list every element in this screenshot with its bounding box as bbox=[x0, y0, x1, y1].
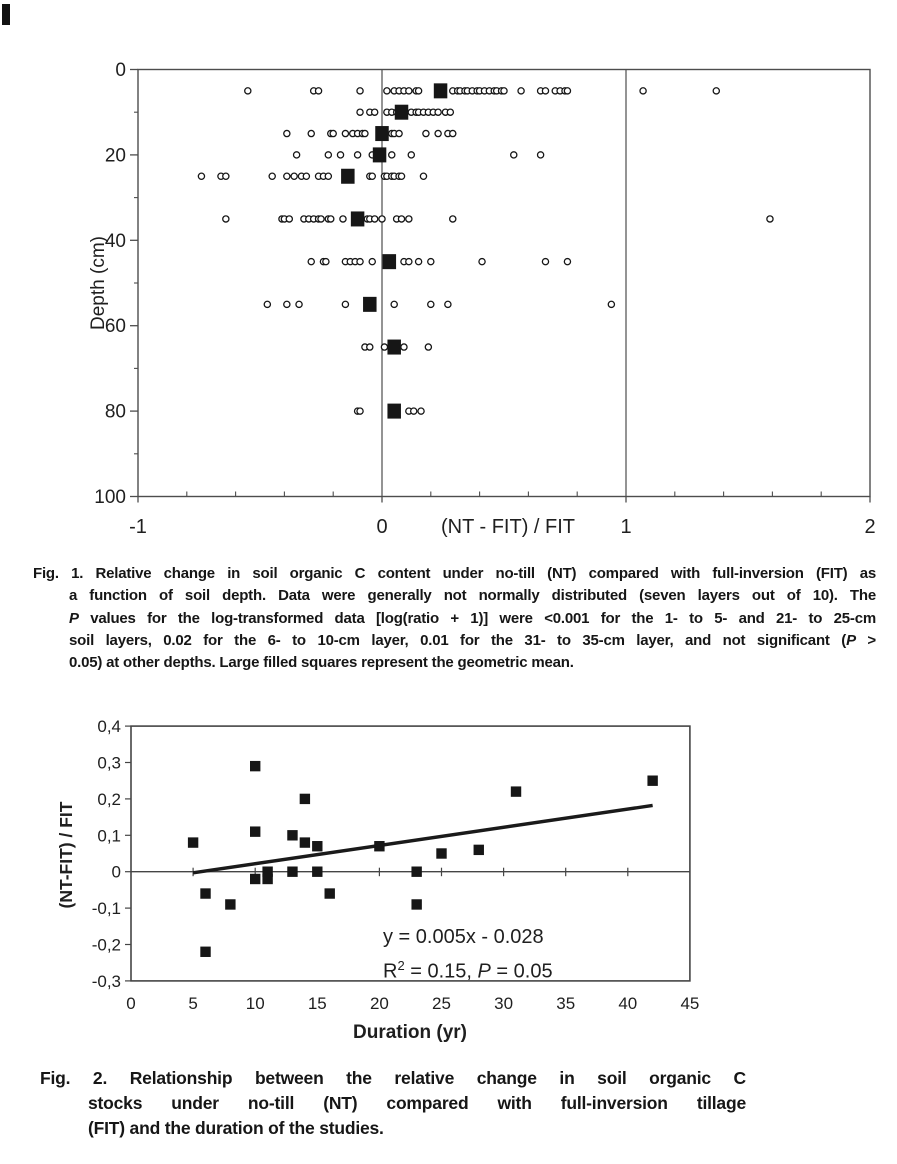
fig2-data-point-square bbox=[250, 874, 260, 884]
fig1-observation-circle bbox=[198, 173, 204, 179]
fig2-data-point-square bbox=[374, 841, 384, 851]
fig1-observation-circle bbox=[340, 216, 346, 222]
fig1-observation-circle bbox=[501, 88, 507, 94]
fig2-y-tick-label: 0,1 bbox=[97, 826, 121, 846]
fig2-y-tick-label: -0,3 bbox=[91, 971, 121, 991]
fig2-data-point-square bbox=[411, 899, 421, 909]
fig1-observation-circle bbox=[450, 130, 456, 136]
fig1-y-tick-label: 20 bbox=[104, 145, 126, 167]
fig1-observation-circle bbox=[308, 259, 314, 265]
fig1-plot-frame bbox=[138, 70, 870, 497]
fig1-observation-circle bbox=[542, 259, 548, 265]
fig2-data-point-square bbox=[262, 874, 272, 884]
fig1-observation-circle bbox=[315, 88, 321, 94]
fig2-data-point-square bbox=[300, 837, 310, 847]
caption-segment: = 0.15, bbox=[404, 960, 478, 983]
fig1-observation-circle bbox=[325, 173, 331, 179]
fig2-x-tick-label: 40 bbox=[618, 994, 638, 1013]
fig2-data-point-square bbox=[312, 841, 322, 851]
fig1-observation-circle bbox=[367, 344, 373, 350]
fig1-geometric-mean-square bbox=[434, 83, 448, 98]
fig1-observation-circle bbox=[308, 130, 314, 136]
fig1-y-axis-title: Depth (cm) bbox=[88, 236, 109, 330]
fig1-observation-circle bbox=[767, 216, 773, 222]
fig1-observation-circle bbox=[379, 216, 385, 222]
fig2-x-tick-label: 30 bbox=[494, 994, 514, 1013]
fig1-observation-circle bbox=[398, 216, 404, 222]
caption-line bbox=[88, 1116, 746, 1141]
fig1-geometric-mean-square bbox=[363, 297, 377, 312]
fig1-x-tick-label: 0 bbox=[376, 516, 388, 538]
fig2-data-point-square bbox=[300, 794, 310, 804]
fig2-trend-line bbox=[193, 805, 653, 872]
fig1-observation-circle bbox=[342, 301, 348, 307]
caption-segment: 0.05) at other depths. Large filled squares represent the geometric mean. bbox=[69, 654, 574, 672]
caption-line bbox=[383, 923, 633, 952]
caption-segment: (FIT) and the duration of the studies. bbox=[88, 1118, 384, 1138]
fig2-data-point-square bbox=[474, 845, 484, 855]
fig1-observation-circle bbox=[296, 301, 302, 307]
fig1-observation-circle bbox=[372, 216, 378, 222]
fig1-observation-circle bbox=[337, 152, 343, 158]
fig1-observation-circle bbox=[318, 216, 324, 222]
caption-line bbox=[383, 952, 633, 986]
fig1-observation-circle bbox=[542, 88, 548, 94]
fig2-data-point-square bbox=[200, 947, 210, 957]
fig1-geometric-mean-square bbox=[387, 340, 401, 355]
fig1-observation-circle bbox=[330, 130, 336, 136]
fig1-observation-circle bbox=[223, 216, 229, 222]
fig2-data-point-square bbox=[287, 830, 297, 840]
fig1-observation-circle bbox=[406, 259, 412, 265]
fig1-observation-circle bbox=[284, 301, 290, 307]
fig2-x-tick-label: 45 bbox=[680, 994, 700, 1013]
fig2-regression-annotation bbox=[383, 923, 633, 986]
fig1-x-axis-title: (NT - FIT) / FIT bbox=[440, 516, 576, 538]
fig1-geometric-mean-square bbox=[373, 147, 387, 162]
fig1-observation-circle bbox=[384, 88, 390, 94]
fig1-observation-circle bbox=[511, 152, 517, 158]
fig1-observation-circle bbox=[284, 173, 290, 179]
fig2-x-tick-label: 10 bbox=[245, 994, 265, 1013]
fig2-x-tick-label: 25 bbox=[432, 994, 451, 1013]
fig2-chart bbox=[0, 715, 897, 1060]
fig2-y-tick-label: 0 bbox=[111, 862, 121, 882]
fig2-x-tick-label: 20 bbox=[369, 994, 389, 1013]
fig1-observation-circle bbox=[538, 152, 544, 158]
fig2-data-point-square bbox=[647, 776, 657, 786]
fig1-observation-circle bbox=[406, 88, 412, 94]
caption-segment: Fig. 2. Relationship between the relative change in soil organic C bbox=[40, 1068, 746, 1088]
fig2-y-tick-label: -0,2 bbox=[91, 935, 121, 955]
fig1-observation-circle bbox=[518, 88, 524, 94]
fig2-x-tick-label: 35 bbox=[556, 994, 576, 1013]
caption-segment: Fig. 1. Relative change in soil organic C content under no-till (NT) compared with full-inversion (FIT) as bbox=[33, 565, 876, 582]
fig2-x-tick-label: 15 bbox=[307, 994, 327, 1013]
fig1-observation-circle bbox=[391, 301, 397, 307]
fig2-data-point-square bbox=[436, 848, 446, 858]
caption-segment: a function of soil depth. Data were generally not normally distributed (seven layers out of 10). The bbox=[69, 587, 876, 605]
fig2-data-point-square bbox=[250, 826, 260, 836]
fig2-caption bbox=[40, 1066, 746, 1141]
fig1-observation-circle bbox=[355, 152, 361, 158]
fig1-observation-circle bbox=[369, 173, 375, 179]
fig1-caption bbox=[33, 563, 876, 674]
caption-line bbox=[69, 585, 876, 607]
caption-segment: y = 0.005x - 0.028 bbox=[383, 926, 544, 948]
fig1-observation-circle bbox=[564, 88, 570, 94]
caption-segment: soil layers, 0.02 for the 6- to 10-cm layer, 0.01 for the 31- to 35-cm layer, and not significant ( bbox=[69, 631, 847, 649]
fig1-observation-circle bbox=[245, 88, 251, 94]
fig1-observation-circle bbox=[291, 173, 297, 179]
caption-segment: > bbox=[855, 631, 876, 649]
fig1-observation-circle bbox=[416, 88, 422, 94]
fig2-y-tick-label: 0,3 bbox=[97, 753, 121, 773]
fig1-observation-circle bbox=[416, 259, 422, 265]
fig1-observation-circle bbox=[381, 344, 387, 350]
fig1-observation-circle bbox=[372, 109, 378, 115]
fig1-observation-circle bbox=[479, 259, 485, 265]
caption-line bbox=[69, 608, 876, 630]
fig1-observation-circle bbox=[418, 408, 424, 414]
fig1-observation-circle bbox=[362, 130, 368, 136]
fig2-data-point-square bbox=[287, 867, 297, 877]
fig1-observation-circle bbox=[450, 216, 456, 222]
fig1-observation-circle bbox=[406, 216, 412, 222]
caption-segment: R bbox=[383, 960, 398, 983]
caption-line bbox=[69, 630, 876, 652]
fig1-observation-circle bbox=[564, 259, 570, 265]
caption-line bbox=[33, 563, 876, 585]
fig2-data-point-square bbox=[511, 786, 521, 796]
fig1-observation-circle bbox=[342, 130, 348, 136]
fig1-observation-circle bbox=[357, 408, 363, 414]
fig1-observation-circle bbox=[401, 344, 407, 350]
fig1-y-tick-label: 100 bbox=[94, 487, 126, 508]
fig2-data-point-square bbox=[325, 888, 335, 898]
fig1-observation-circle bbox=[640, 88, 646, 94]
fig1-observation-circle bbox=[425, 344, 431, 350]
fig2-data-point-square bbox=[200, 888, 210, 898]
fig1-geometric-mean-square bbox=[375, 126, 389, 141]
fig1-observation-circle bbox=[435, 130, 441, 136]
fig2-data-point-square bbox=[312, 867, 322, 877]
fig1-observation-circle bbox=[428, 301, 434, 307]
caption-segment: P bbox=[69, 609, 79, 627]
fig2-x-axis-title: Duration (yr) bbox=[353, 1022, 467, 1043]
caption-segment: 2 bbox=[397, 957, 405, 973]
fig2-y-tick-label: -0,1 bbox=[91, 899, 121, 919]
fig2-x-tick-label: 0 bbox=[126, 994, 136, 1013]
fig1-x-tick-label: -1 bbox=[129, 516, 147, 538]
fig1-y-tick-label: 40 bbox=[104, 230, 126, 252]
fig1-observation-circle bbox=[713, 88, 719, 94]
fig1-geometric-mean-square bbox=[351, 211, 365, 226]
fig1-observation-circle bbox=[608, 301, 614, 307]
fig2-x-tick-label: 5 bbox=[188, 994, 198, 1013]
caption-line bbox=[88, 1091, 746, 1116]
fig1-observation-circle bbox=[428, 259, 434, 265]
fig1-observation-circle bbox=[411, 408, 417, 414]
fig1-observation-circle bbox=[286, 216, 292, 222]
fig1-observation-circle bbox=[294, 152, 300, 158]
fig1-y-tick-label: 80 bbox=[104, 401, 126, 423]
fig1-observation-circle bbox=[408, 152, 414, 158]
fig1-observation-circle bbox=[303, 173, 309, 179]
fig1-observation-circle bbox=[369, 259, 375, 265]
fig1-observation-circle bbox=[223, 173, 229, 179]
caption-segment: P bbox=[477, 960, 491, 983]
fig1-observation-circle bbox=[328, 216, 334, 222]
caption-line bbox=[69, 652, 876, 674]
fig2-data-point-square bbox=[225, 899, 235, 909]
fig2-y-tick-label: 0,4 bbox=[97, 717, 121, 737]
fig1-observation-circle bbox=[447, 109, 453, 115]
caption-segment: stocks under no-till (NT) compared with full-inversion tillage bbox=[88, 1093, 746, 1113]
fig2-data-point-square bbox=[250, 761, 260, 771]
fig1-observation-circle bbox=[357, 109, 363, 115]
fig1-observation-circle bbox=[284, 130, 290, 136]
fig1-observation-circle bbox=[264, 301, 270, 307]
caption-line bbox=[40, 1066, 746, 1091]
fig1-observation-circle bbox=[325, 152, 331, 158]
fig1-y-tick-label: 60 bbox=[104, 316, 126, 338]
fig1-observation-circle bbox=[445, 301, 451, 307]
fig2-y-tick-label: 0,2 bbox=[97, 789, 121, 809]
fig1-observation-circle bbox=[389, 152, 395, 158]
fig1-observation-circle bbox=[357, 88, 363, 94]
fig1-observation-circle bbox=[269, 173, 275, 179]
fig1-chart bbox=[0, 0, 897, 560]
fig1-y-tick-label: 0 bbox=[115, 60, 126, 81]
fig1-observation-circle bbox=[398, 173, 404, 179]
caption-segment: = 0.05 bbox=[490, 960, 553, 983]
fig1-observation-circle bbox=[435, 109, 441, 115]
fig1-observation-circle bbox=[420, 173, 426, 179]
fig1-geometric-mean-square bbox=[387, 404, 401, 419]
fig1-geometric-mean-square bbox=[383, 254, 397, 269]
fig1-observation-circle bbox=[396, 130, 402, 136]
fig2-y-axis-title: (NT-FIT) / FIT bbox=[56, 801, 76, 909]
fig1-observation-circle bbox=[323, 259, 329, 265]
caption-segment: P bbox=[846, 631, 856, 649]
fig1-x-tick-label: 1 bbox=[620, 516, 632, 538]
fig2-data-point-square bbox=[411, 867, 421, 877]
fig1-x-tick-label: 2 bbox=[864, 516, 876, 538]
fig1-observation-circle bbox=[357, 259, 363, 265]
fig2-data-point-square bbox=[188, 837, 198, 847]
fig1-geometric-mean-square bbox=[395, 105, 409, 120]
fig1-geometric-mean-square bbox=[341, 169, 355, 184]
caption-segment: values for the log-transformed data [log(ratio + 1)] were <0.001 for the 1- to 5- and 21- to 25-cm bbox=[78, 609, 876, 627]
fig1-observation-circle bbox=[423, 130, 429, 136]
